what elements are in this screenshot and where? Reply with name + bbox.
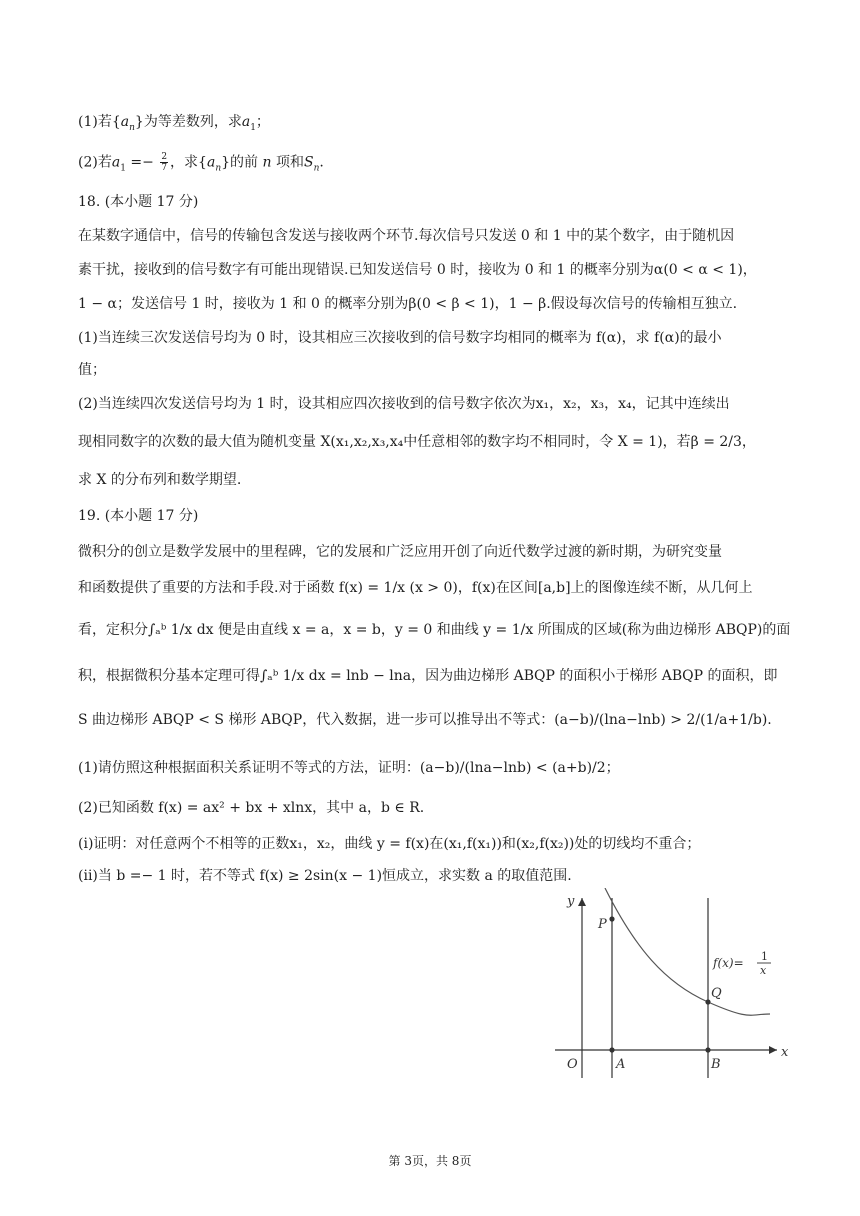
x-axis-label: x: [781, 1045, 789, 1060]
question-18-line-6: (2)当连续四次发送信号均为 1 时，设其相应四次接收到的信号数字依次为x₁，x₂，x₃，x₄，记其中连续出: [78, 396, 730, 412]
question-18-heading: 18. (本小题 17 分): [78, 194, 199, 210]
question-18-line-2: 素干扰，接收到的信号数字有可能出现错误.已知发送信号 0 时，接收为 0 和 1 的概率分别为α(0 < α < 1)，: [78, 262, 757, 278]
area-diagram: [545, 888, 805, 1088]
question-19-line-2: 和函数提供了重要的方法和手段.对于函数 f(x) = 1/x (x > 0)，f(x)在区间[a,b]上的图像连续不断，从几何上: [78, 580, 753, 596]
question-19-heading: 19. (本小题 17 分): [78, 508, 199, 524]
x-axis-arrow: [769, 1046, 777, 1054]
function-label-numerator: 1: [761, 950, 768, 963]
question-18-line-5: 值；: [78, 362, 106, 378]
point-b-label: B: [711, 1057, 721, 1072]
question-19-part-1: (1)请仿照这种根据面积关系证明不等式的方法，证明：(a−b)/(lna−lnb) < (a+b)/2；: [78, 760, 620, 776]
question-19-part-2-i: (i)证明：对任意两个不相等的正数x₁，x₂，曲线 y = f(x)在(x₁,f(x₁))和(x₂,f(x₂))处的切线均不重合；: [78, 836, 701, 852]
point-p-label: P: [598, 917, 607, 932]
question-18-line-8: 求 X 的分布列和数学期望.: [78, 472, 242, 488]
question-19-part-2: (2)已知函数 f(x) = ax² + bx + xlnx，其中 a，b ∈ R.: [78, 800, 425, 816]
y-axis-arrow: [578, 898, 586, 906]
question-19-line-5: S 曲边梯形 ABQP < S 梯形 ABQP，代入数据，进一步可以推导出不等式：(a−b)/(lna−lnb) > 2/(1/a+1/b).: [78, 712, 772, 728]
problem-17-part-2: (2)若$a_1$ =− $\frac{2}{7}$ ，求$\{a_n\}$的前 n 项和$S_n$.: [78, 152, 324, 174]
origin-label: O: [567, 1057, 578, 1072]
question-18-line-3: 1 − α；发送信号 1 时，接收为 1 和 0 的概率分别为β(0 < β < 1)，1 − β.假设每次信号的传输相互独立.: [78, 296, 738, 312]
point-q-label: Q: [711, 986, 722, 1001]
point-p-dot: [609, 916, 614, 921]
point-b-dot: [705, 1047, 710, 1052]
function-label: f(x)=: [713, 956, 744, 970]
point-a-dot: [609, 1047, 614, 1052]
problem-17-part-1: (1)若$\{a_n\}$为等差数列，求$a_1$；: [78, 114, 270, 133]
point-q-dot: [705, 999, 710, 1004]
question-19-line-4: 积，根据微积分基本定理可得∫ₐᵇ 1/x dx = lnb − lna，因为曲边梯形 ABQP 的面积小于梯形 ABQP 的面积，即: [78, 668, 778, 684]
question-18-line-4: (1)当连续三次发送信号均为 0 时，设其相应三次接收到的信号数字均相同的概率为 f(α)，求 f(α)的最小: [78, 330, 722, 346]
question-19-line-3: 看，定积分∫ₐᵇ 1/x dx 便是由直线 x = a，x = b，y = 0 和曲线 y = 1/x 所围成的区域(称为曲边梯形 ABQP)的面: [78, 622, 791, 638]
question-18-line-1: 在某数字通信中，信号的传输包含发送与接收两个环节.每次信号只发送 0 和 1 中的某个数字，由于随机因: [78, 228, 735, 244]
question-18-line-7: 现相同数字的次数的最大值为随机变量 X(x₁,x₂,x₃,x₄中任意相邻的数字均不相同时，令 X = 1)，若β = 2/3，: [78, 434, 756, 450]
y-axis-label: y: [567, 894, 575, 909]
question-19-part-2-ii: (ii)当 b =− 1 时，若不等式 f(x) ≥ 2sin(x − 1)恒成立，求实数 a 的取值范围.: [78, 868, 572, 884]
function-label-denominator: x: [760, 964, 767, 977]
curve-one-over-x: [605, 888, 770, 1015]
question-19-line-1: 微积分的创立是数学发展中的里程碑，它的发展和广泛应用开创了向近代数学过渡的新时期，为研究变量: [78, 544, 722, 560]
point-a-label: A: [616, 1057, 626, 1072]
page-footer: 第 3页，共 8页: [388, 1154, 472, 1168]
